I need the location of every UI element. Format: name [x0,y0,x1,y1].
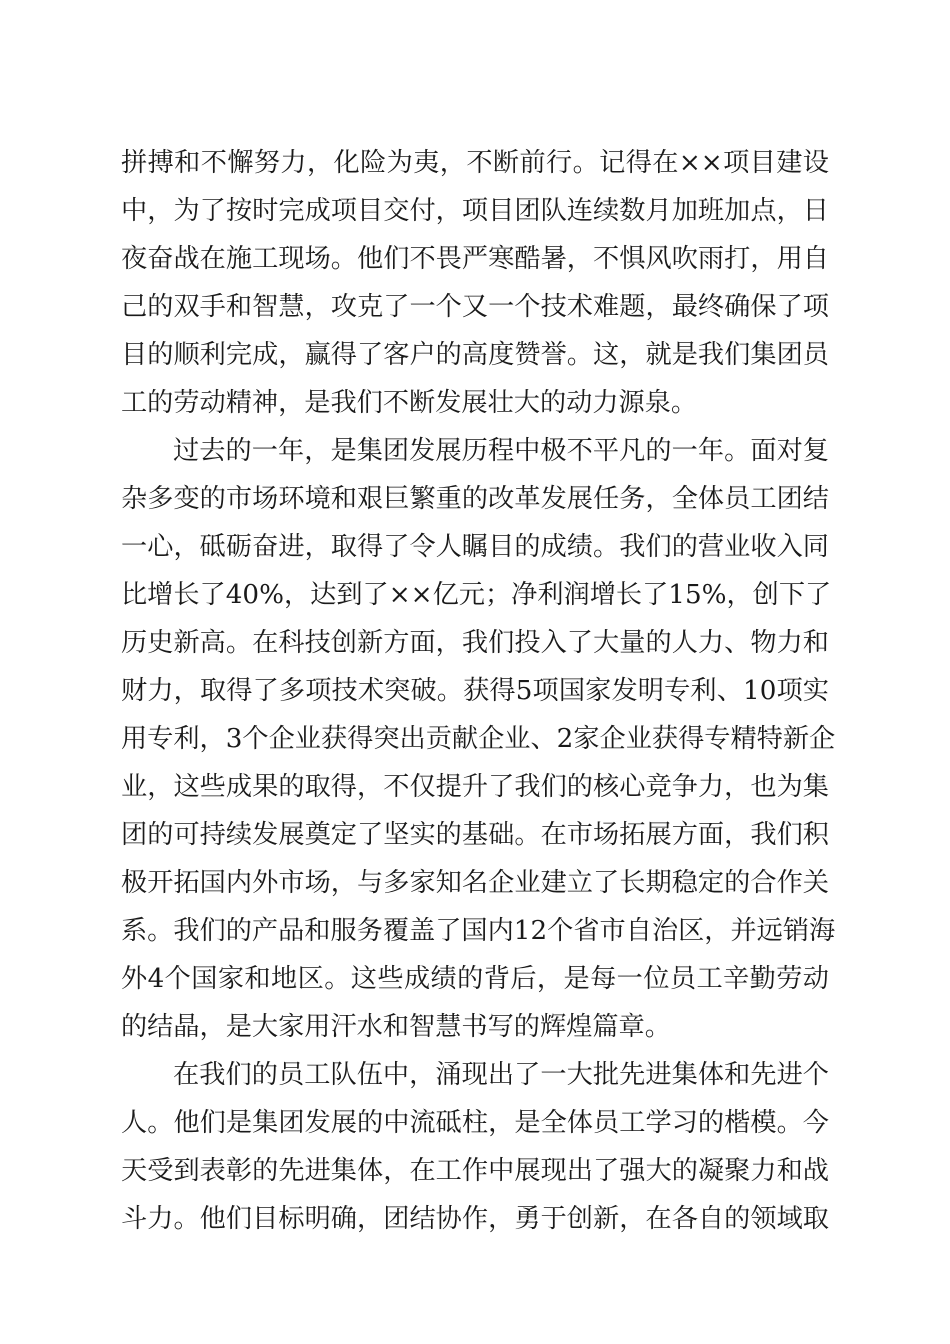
paragraph-3-line-1: 在我们的员工队伍中，涌现出了一大批先进集体和先进个 [173,1060,829,1090]
paragraph-2-line-10: 极开拓国内外市场，与多家知名企业建立了长期稳定的合作关 [121,868,829,898]
paragraph-3-line-4: 斗力。他们目标明确，团结协作，勇于创新，在各自的领域取 [121,1204,829,1234]
paragraph-2-line-1: 过去的一年，是集团发展历程中极不平凡的一年。面对复 [173,436,829,466]
paragraph-2-line-13: 的结晶，是大家用汗水和智慧书写的辉煌篇章。 [121,1012,671,1042]
paragraph-2-line-6: 财力，取得了多项技术突破。获得5项国家发明专利、10项实 [121,676,829,706]
paragraph-1-line-1: 拼搏和不懈努力，化险为夷，不断前行。记得在××项目建设 [121,148,829,178]
paragraph-2-line-12: 外4个国家和地区。这些成绩的背后，是每一位员工辛勤劳动 [121,964,829,994]
paragraph-2-line-7: 用专利，3个企业获得突出贡献企业、2家企业获得专精特新企 [121,724,836,754]
paragraph-2-line-3: 一心，砥砺奋进，取得了令人瞩目的成绩。我们的营业收入同 [121,532,829,562]
paragraph-1-line-5: 目的顺利完成，赢得了客户的高度赞誉。这，就是我们集团员 [121,340,829,370]
paragraph-2-line-8: 业，这些成果的取得，不仅提升了我们的核心竞争力，也为集 [121,772,829,802]
paragraph-1-line-3: 夜奋战在施工现场。他们不畏严寒酷暑，不惧风吹雨打，用自 [121,244,829,274]
paragraph-1-line-4: 己的双手和智慧，攻克了一个又一个技术难题，最终确保了项 [121,292,829,322]
paragraph-2-line-4: 比增长了40%，达到了××亿元；净利润增长了15%，创下了 [121,580,832,610]
paragraph-2-line-2: 杂多变的市场环境和艰巨繁重的改革发展任务，全体员工团结 [121,484,829,514]
paragraph-1-line-6: 工的劳动精神，是我们不断发展壮大的动力源泉。 [121,388,698,418]
paragraph-2-line-11: 系。我们的产品和服务覆盖了国内12个省市自治区，并远销海 [121,916,836,946]
paragraph-1-line-2: 中，为了按时完成项目交付，项目团队连续数月加班加点，日 [121,196,829,226]
paragraph-2-line-5: 历史新高。在科技创新方面，我们投入了大量的人力、物力和 [121,628,829,658]
paragraph-2-line-9: 团的可持续发展奠定了坚实的基础。在市场拓展方面，我们积 [121,820,829,850]
paragraph-3-line-2: 人。他们是集团发展的中流砥柱，是全体员工学习的楷模。今 [121,1108,829,1138]
paragraph-3-line-3: 天受到表彰的先进集体，在工作中展现出了强大的凝聚力和战 [121,1156,829,1186]
